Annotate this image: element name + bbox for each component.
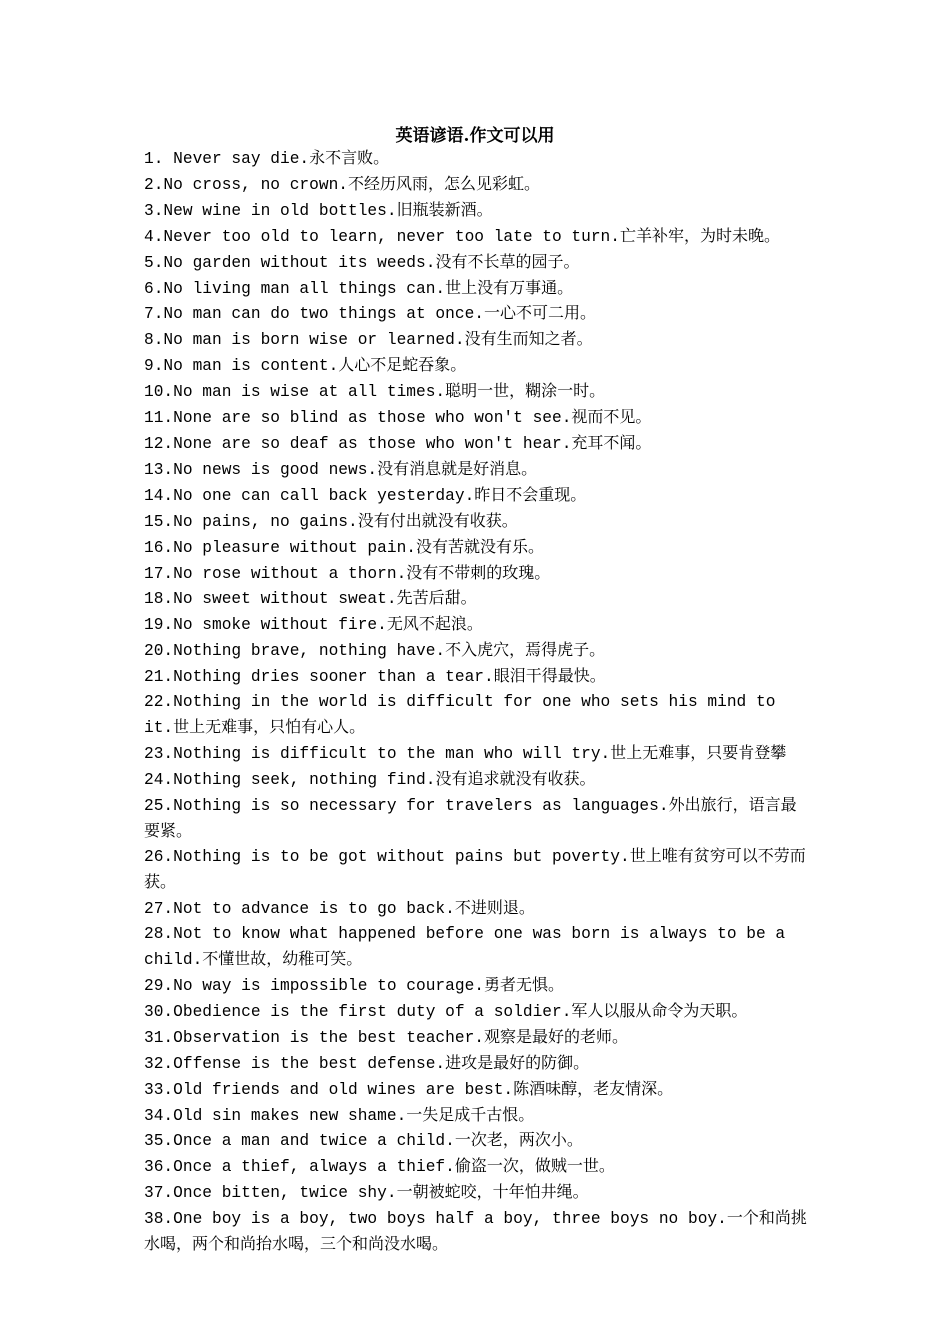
proverb-item	[144, 999, 812, 1025]
proverb-chinese: 没有不带刺的玫瑰。	[406, 562, 551, 582]
proverb-chinese: 进攻是最好的防御。	[445, 1052, 590, 1072]
proverb-chinese: 没有追求就没有收获。	[435, 768, 596, 788]
proverb-english: 8.No man is born wise or learned.	[144, 331, 465, 350]
proverb-english: 23.Nothing is difficult to the man who will try.	[144, 744, 611, 763]
proverb-chinese: 无风不起浪。	[386, 614, 483, 634]
proverb-english: 10.No man is wise at all times.	[144, 383, 446, 402]
proverb-item	[144, 1051, 812, 1077]
proverb-item	[144, 922, 812, 973]
proverb-item	[144, 1180, 812, 1206]
proverb-english: 33.Old friends and old wines are best.	[144, 1080, 514, 1099]
proverb-english: 11.None are so blind as those who won't see.	[144, 409, 572, 428]
proverb-item	[144, 172, 812, 198]
proverb-chinese: 观察是最好的老师。	[484, 1026, 629, 1046]
proverb-chinese: 没有生而知之者。	[464, 329, 593, 349]
proverb-chinese: 旧瓶装新酒。	[396, 199, 493, 219]
proverb-english: 25.Nothing is so necessary for travelers as languages.	[144, 796, 669, 815]
proverb-english: 36.Once a thief, always a thief.	[144, 1158, 455, 1177]
proverb-chinese: 昨日不会重现。	[474, 484, 587, 504]
proverb-item	[144, 973, 812, 999]
proverb-item	[144, 561, 812, 587]
proverb-english: 14.No one can call back yesterday.	[144, 486, 475, 505]
proverb-chinese: 军人以服从命令为天职。	[571, 1000, 748, 1020]
proverb-item	[144, 198, 812, 224]
proverb-chinese: 没有苦就没有乐。	[416, 536, 545, 556]
proverb-english: 31.Observation is the best teacher.	[144, 1028, 484, 1047]
proverb-english: 32.Offense is the best defense.	[144, 1054, 446, 1073]
proverb-item	[144, 146, 812, 172]
proverb-english: 21.Nothing dries sooner than a tear.	[144, 668, 494, 687]
proverb-english: 15.No pains, no gains.	[144, 512, 358, 531]
proverb-chinese: 不懂世故，幼稚可笑。	[202, 949, 363, 969]
proverb-item	[144, 664, 812, 690]
proverb-item	[144, 431, 812, 457]
proverb-item	[144, 353, 812, 379]
proverb-item	[144, 224, 812, 250]
document-title: 英语谚语.作文可以用	[395, 126, 555, 146]
proverb-english: 37.Once bitten, twice shy.	[144, 1184, 397, 1203]
proverb-item	[144, 844, 812, 896]
proverb-chinese: 不经历风雨，怎么见彩虹。	[348, 173, 541, 193]
proverb-item	[144, 741, 812, 767]
proverb-item	[144, 1077, 812, 1103]
proverb-chinese: 世上唯有贫穷可以不劳而获。	[144, 846, 806, 892]
proverb-chinese: 世上没有万事通。	[445, 277, 574, 297]
proverb-chinese: 一失足成千古恨。	[406, 1104, 535, 1124]
proverb-english: 38.One boy is a boy, two boys half a boy, three boys no boy.	[144, 1210, 727, 1229]
proverb-english: 4.Never too old to learn, never too late to turn.	[144, 227, 620, 246]
proverb-english: 26.Nothing is to be got without pains but poverty.	[144, 848, 630, 867]
proverb-english: 17.No rose without a thorn.	[144, 564, 407, 583]
proverb-item	[144, 1128, 812, 1154]
proverb-chinese: 眼泪干得最快。	[493, 666, 606, 686]
proverb-item	[144, 690, 812, 741]
proverb-chinese: 陈酒味醇，老友情深。	[513, 1078, 674, 1098]
proverb-chinese: 世上无难事，只怕有心人。	[173, 716, 366, 736]
proverb-chinese: 一次老，两次小。	[454, 1130, 583, 1150]
proverb-chinese: 一个和尚挑水喝，两个和尚抬水喝，三个和尚没水喝。	[144, 1208, 807, 1254]
proverb-chinese: 聪明一世，糊涂一时。	[445, 381, 606, 401]
proverb-chinese: 人心不足蛇吞象。	[338, 355, 467, 375]
proverb-english: 5.No garden without its weeds.	[144, 253, 436, 272]
proverb-item	[144, 767, 812, 793]
proverb-english: 3.New wine in old bottles.	[144, 201, 397, 220]
proverb-chinese: 世上无难事，只要肯登攀	[610, 742, 787, 762]
proverb-english: 29.No way is impossible to courage.	[144, 977, 484, 995]
proverb-item	[144, 896, 812, 922]
proverb-list	[144, 146, 812, 1258]
proverb-chinese: 不进则退。	[454, 898, 535, 918]
proverb-chinese: 永不言败。	[309, 148, 390, 167]
proverb-english: 35.Once a man and twice a child.	[144, 1132, 455, 1151]
proverb-item	[144, 457, 812, 483]
proverb-english: 20.Nothing brave, nothing have.	[144, 642, 446, 661]
proverb-english: 1. Never say die.	[144, 150, 310, 168]
proverb-chinese: 勇者无惧。	[484, 975, 565, 994]
proverb-english: 19.No smoke without fire.	[144, 616, 387, 635]
proverb-item	[144, 638, 812, 664]
proverb-item	[144, 793, 812, 845]
proverb-english: 34.Old sin makes new shame.	[144, 1106, 407, 1125]
proverb-chinese: 外出旅行，语言最要紧。	[144, 794, 797, 840]
proverb-item	[144, 405, 812, 431]
proverb-item	[144, 1206, 812, 1258]
proverb-item	[144, 483, 812, 509]
proverb-english: 2.No cross, no crown.	[144, 175, 348, 194]
proverb-chinese: 亡羊补牢，为时未晚。	[620, 225, 781, 245]
proverb-chinese: 视而不见。	[571, 407, 652, 427]
proverb-english: 16.No pleasure without pain.	[144, 538, 416, 557]
proverb-item	[144, 301, 812, 327]
proverb-chinese: 一朝被蛇咬，十年怕井绳。	[396, 1182, 589, 1202]
proverb-chinese: 先苦后甜。	[396, 588, 477, 608]
proverb-chinese: 不入虎穴，焉得虎子。	[445, 640, 606, 660]
proverb-item	[144, 535, 812, 561]
proverb-english: 13.No news is good news.	[144, 460, 378, 479]
proverb-english: 24.Nothing seek, nothing find.	[144, 770, 436, 789]
proverb-item	[144, 586, 812, 612]
proverb-english: 6.No living man all things can.	[144, 279, 446, 298]
proverb-english: 12.None are so deaf as those who won't hear.	[144, 434, 572, 453]
proverb-chinese: 没有不长草的园子。	[435, 251, 580, 271]
proverb-item	[144, 612, 812, 638]
proverb-chinese: 没有消息就是好消息。	[377, 458, 538, 478]
proverb-item	[144, 1154, 812, 1180]
proverb-item	[144, 327, 812, 353]
proverb-item	[144, 509, 812, 535]
proverb-chinese: 偷盗一次，做贼一世。	[454, 1156, 615, 1176]
proverb-chinese: 充耳不闻。	[571, 432, 652, 452]
proverb-english: 22.Nothing in the world is difficult for one who sets his mind to it.	[144, 693, 776, 737]
proverb-item	[144, 250, 812, 276]
proverb-item	[144, 1103, 812, 1129]
proverb-english: 28.Not to know what happened before one was born is always to be a child.	[144, 925, 786, 970]
proverb-english: 7.No man can do two things at once.	[144, 305, 484, 324]
proverb-chinese: 一心不可二用。	[484, 303, 597, 323]
proverb-english: 18.No sweet without sweat.	[144, 590, 397, 609]
proverb-english: 30.Obedience is the first duty of a soldier.	[144, 1002, 572, 1021]
proverb-item	[144, 1025, 812, 1051]
proverb-chinese: 没有付出就没有收获。	[357, 510, 518, 530]
proverb-english: 9.No man is content.	[144, 357, 339, 376]
proverb-item	[144, 276, 812, 302]
proverb-english: 27.Not to advance is to go back.	[144, 900, 455, 919]
proverb-item	[144, 379, 812, 405]
